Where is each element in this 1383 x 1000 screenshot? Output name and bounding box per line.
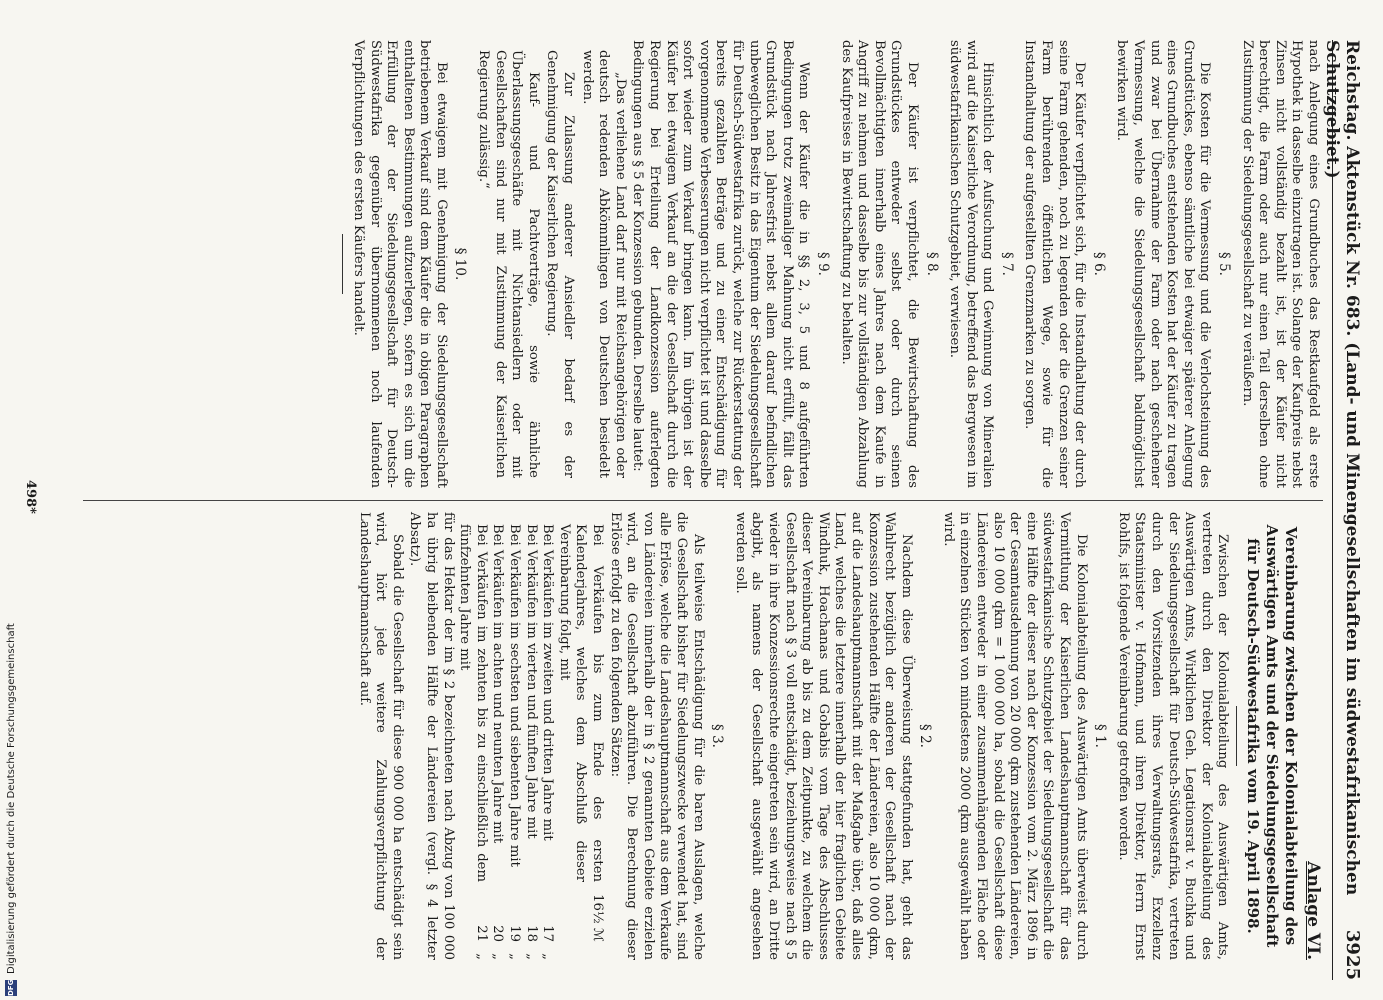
rate-text: Bei Verkäufen im zehnten bis zu einschließlich dem fünfzehnten Jahre mit [457, 524, 489, 882]
page-number: 3925 [1342, 929, 1363, 980]
rate-unit: „ [523, 953, 539, 960]
appendix-title: Vereinbarung zwischen der Kolonialabteilung des Auswärtigen Amts und der Siedelungsgesellschaft für Deutsch-Südwestafrika vom 19. April 1898. [1244, 524, 1301, 948]
section-heading: § 8. [923, 252, 940, 276]
rate-text: Bei Verkäufen im zweiten und dritten Jahre mit [540, 524, 556, 841]
section-heading: § 6. [1090, 252, 1107, 276]
rate-value: 18 [523, 925, 539, 942]
rate-text: Bei Verkäufen im vierten und fünften Jahre mit [523, 524, 539, 839]
section-heading: § 7. [998, 252, 1015, 276]
section-heading: § 3. [709, 724, 726, 748]
rate-value: 21 [473, 925, 489, 942]
column-divider [83, 500, 1323, 501]
paragraph: Der Käufer verpflichtet sich, für die Instandhaltung der durch seine Farm gehenden, noch zu legenden oder die Grenzen seiner Farm berührenden öffentlichen Wege, sowie für die Instandhaltung der aufgestellten Grenzmarken zu sorgen. [1022, 40, 1088, 488]
quote-paragraph: „Das verliehene Land darf nur mit Reichsangehörigen oder deutsch redenden Abkömmlingen von Deutschen besiedelt werden. [579, 50, 628, 478]
rate-value: 16½ ℳ [590, 894, 606, 942]
paragraph: Die Kosten für die Vermessung und die Verlochsteinung des Grundstückes, ebenso sämtliche bei etwaiger späterer Anlegung eines Grundbuches entstehenden Kosten hat der Käufer zu tragen und zwar bei Übernahme der Farm oder nach geschehener Vermessung, welche die Siedelungsgesellschaft baldmöglichst bewirken wird. [1114, 40, 1213, 488]
page-header [1322, 40, 1363, 980]
rate-value: 19 [507, 925, 523, 942]
paragraph: Zwischen der Kolonialabteilung des Auswärtigen Amts, vertreten durch den Direktor der Kolonialabteilung des Auswärtigen Amts, Wirklichen Geh. Legationsrat v. Buchka und der Siedelungsgesellschaft für Deutsch-Südwestafrika, vertreten durch den Vorsitzenden ihres Verwaltungsrats, Exzellenz Staatsminister v. Hofmann, und ihren Direktor, Herrn Ernst Rohlfs, ist folgende Vereinbarung getroffen worden. [1115, 512, 1231, 960]
rate-unit: „ [473, 953, 489, 960]
title-rule [1236, 706, 1237, 766]
sheet-mark: 498* [23, 480, 38, 514]
left-column [336, 40, 1321, 488]
rate-row [456, 512, 489, 960]
section-heading: § 1. [1092, 724, 1109, 748]
rate-row [489, 512, 506, 960]
dfg-logo-icon: DFG [7, 979, 15, 996]
paragraph: für das Hektar der im § 2 bezeichneten nach Abzug von 100 000 ha übrig bleibenden Hälfte der Ländereien (vergl. § 4 letzter Absatz). [407, 512, 456, 960]
section-heading: § 2. [917, 724, 934, 748]
rate-unit [555, 942, 605, 960]
appendix-label: Anlage VI. [1303, 861, 1323, 960]
quote-paragraph: Kauf- und Pachtverträge, sowie ähnliche Überlassungsgeschäfte mit Nichtansiedlern oder mit Gesellschaften sind nur mit Zustimmung der Kaiserlichen Regierung zulässig.“ [476, 50, 541, 478]
rate-text: Bei Verkäufen im achten und neunten Jahre mit [490, 524, 506, 844]
paragraph: Wenn der Käufer die in §§ 2, 3, 5 und 8 aufgeführten Bedingungen trotz zweimaliger Mahnung nicht erfüllt, fällt das Grundstück nach Jahresfrist nebst allem darauf befindlichen unbeweglichen Besitz in das Eigentum der Siedelungsgesellschaft für Deutsch-Südwestafrika zurück, welche zur Rückerstattung der bereits gezahlten Beträge und zu einer Entschädigung für vorgenommene Verbesserungen nicht verpflichtet ist und dasselbe sofort wieder zum Verkauf bringen kann. Im übrigen ist der Käufer bei etwaigem Verkauf an die der Gesellschaft durch die Regierung bei Erteilung der Landkonzession auferlegten Bedingungen aus § 5 der Konzession gebunden. Derselbe lautet: [630, 40, 812, 488]
rates-table [456, 512, 605, 960]
paragraph: nach Anlegung eines Grundbuches das Restkaufgeld als erste Hypothek in dasselbe einzutragen ist. Solange der Kaufpreis nebst Zinsen nicht vollständig bezahlt ist, ist der Käufer nicht berechtigt, die Farm oder auch nur einen Teil derselben ohne Zustimmung der Siedelungsgesellschaft zu veräußern. [1239, 40, 1321, 488]
right-column [354, 512, 1321, 960]
digitization-note [1, 6, 21, 996]
digitization-text: Digitalisierung gefördert durch die Deutsche Forschungsgemeinschaft [5, 623, 17, 974]
quote-paragraph: Zur Zulassung anderer Ansiedler bedarf es der Genehmigung der Kaiserlichen Regierung. [544, 50, 577, 478]
rate-row [505, 512, 522, 960]
rate-unit: „ [507, 953, 523, 960]
section-heading: § 10. [452, 247, 469, 281]
rate-unit: „ [540, 953, 556, 960]
rate-value: 20 [490, 925, 506, 942]
rate-row [555, 512, 605, 960]
header-title: Reichstag. Aktenstück Nr. 683. (Land- und Minengesellschaften im südwestafrikanischen Schutzgebiet.) [1322, 40, 1362, 896]
section-heading: § 5. [1216, 252, 1233, 276]
paragraph: Der Käufer ist verpflichtet, die Bewirtschaftung des Grundstückes entweder selbst oder durch seinen Bevollmächtigten innerhalb eines Jahres nach dem Kaufe in Angriff zu nehmen und dasselbe bis zur vollständigen Abzahlung des Kaufpreises in Bewirtschaftung zu behalten. [838, 40, 920, 488]
rate-row [522, 512, 539, 960]
paragraph: Als teilweise Entschädigung für die baren Auslagen, welche die Gesellschaft bisher für Siedelungszwecke verwendet hat, sind alle Erlöse, welche die Landeshauptmannschaft aus dem Verkaufe von Ländereien innerhalb der in § 2 genannten Gebiete erzielen wird, an die Gesellschaft abzuführen. Die Berechnung dieser Erlöse erfolgt zu den folgenden Sätzen: [607, 512, 706, 960]
section-heading: § 9. [814, 252, 831, 276]
paragraph: Bei etwaigem mit Genehmigung der Siedelungsgesellschaft betriebenem Verkauf sind dem Käufer die in obigen Paragraphen enthaltenen Bestimmungen aufzuerlegen, sofern es sich um die Erfüllung der der Siedelungsgesellschaft für Deutsch-Südwestafrika gegenüber übernommenen noch laufenden Verpflichtungen des ersten Käufers handelt. [350, 40, 449, 488]
paragraph: Die Kolonialabteilung des Auswärtigen Amts überweist durch Vermittlung der Kaiserlichen Landeshauptmannschaft für das südwestafrikanische Schutzgebiet der Siedelungsgesellschaft die eine Hälfte der dieser nach der Konzession vom 2. März 1896 in der Gesamtausdehnung von 20 000 qkm zustehenden Ländereien, also 10 000 qkm = 1 000 000 ha, sobald die Gesellschaft diese Ländereien entweder in einer zusammenhängenden Fläche oder in einzelnen Stücken von mindestens 2000 qkm ausgewählt haben wird. [940, 512, 1089, 960]
rate-value: 17 [540, 925, 556, 942]
rate-text: Bei Verkäufen bis zum Ende des ersten Kalenderjahres, welches dem Abschluß dieser Vereinbarung folgt, mit [556, 524, 606, 882]
paragraph: Sobald die Gesellschaft für diese 900 000 ha entschädigt sein wird, hört jede weitere Zahlungsverpflichtung der Landeshauptmannschaft auf. [356, 512, 405, 960]
paragraph: Hinsichtlich der Aufsuchung und Gewinnung von Mineralien wird auf die Kaiserliche Verordnung, betreffend das Bergwesen im südwestafrikanischen Schutzgebiet, verwiesen. [947, 40, 996, 488]
rate-row [539, 512, 556, 960]
rate-text: Bei Verkäufen im sechsten und siebenten Jahre mit [507, 524, 523, 867]
rate-unit: „ [490, 953, 506, 960]
closing-rule [342, 234, 343, 294]
paragraph: Nachdem diese Überweisung stattgefunden hat, geht das Wahlrecht bezüglich der anderen der Gesellschaft nach der Konzession zustehenden Hälfte der Ländereien, also 10 000 qkm, auf die Landeshauptmannschaft mit der Maßgabe über, daß alles Land, welches die letztere innerhalb der hier fraglichen Gebiete Windhuk, Hoachanas und Gobabis vom Tage des Abschlusses dieser Vereinbarung ab bis zu dem Zeitpunkte, zu welchem die Gesellschaft nach § 3 voll entschädigt, beziehungsweise nach § 5 wieder in ihre Konzessionsrechte eingetreten sein wird, an Dritte abgibt, als namens der Gesellschaft ausgewählt angesehen werden soll. [732, 512, 914, 960]
